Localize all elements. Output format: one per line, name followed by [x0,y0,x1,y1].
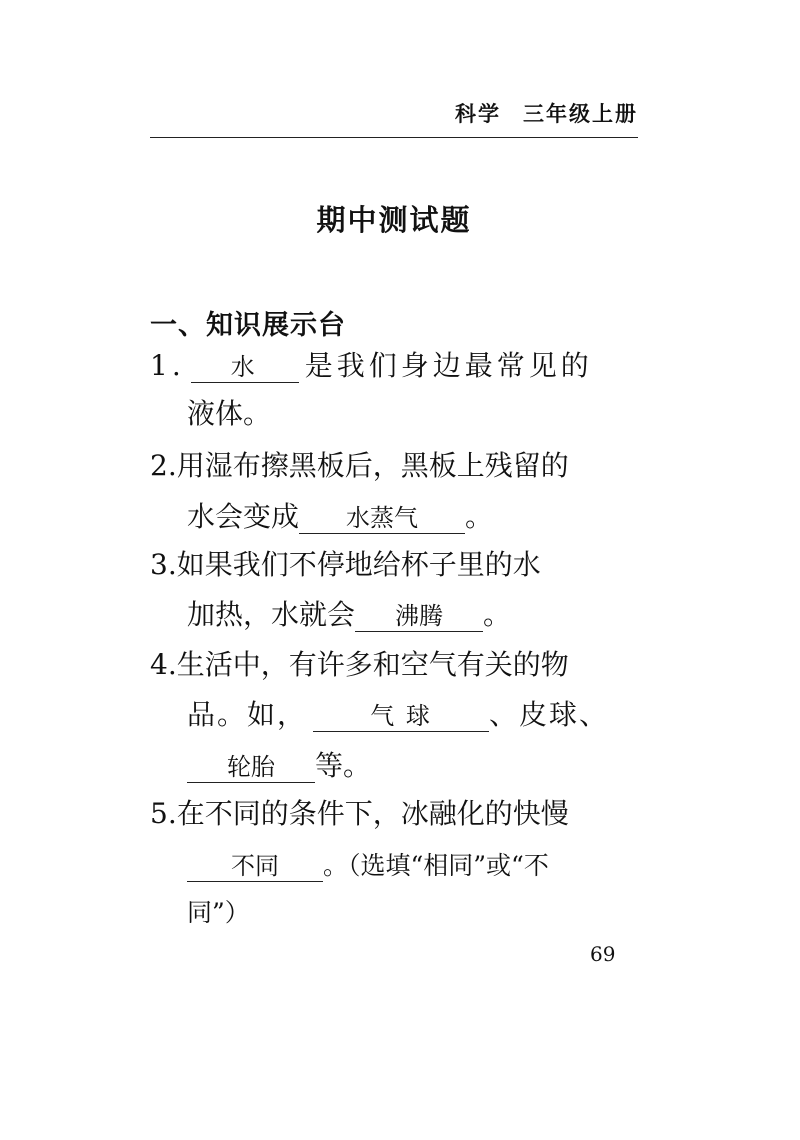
page-header [150,98,638,128]
question-2-line-1 [150,449,569,482]
question-5-text: 在不同的条件下，冰融化的快慢 [176,797,569,830]
question-4-end: 等。 [315,749,372,782]
header-rule [150,137,638,138]
question-3-line-2 [187,598,512,632]
page-title: 期中测试题 [316,203,472,237]
question-1-answer: 水 [191,352,299,383]
section-heading: 一、知识展示台 [150,310,346,341]
question-5-answer: 不同 [187,851,323,882]
question-2-text-2: 水会变成 [187,500,300,533]
question-4-line-3 [187,749,372,783]
question-3-end: 。 [483,598,512,631]
question-4-mid: 、皮球、 [489,698,610,731]
question-2-text: 用湿布擦黑板后，黑板上残留的 [176,449,569,482]
question-1-line-1 [150,349,593,383]
header-grade: 三年级上册 [523,102,638,126]
question-4-number: 4. [150,648,177,681]
question-4-text: 生活中，有许多和空气有关的物 [176,648,569,681]
question-4-line-1 [150,648,569,681]
question-3-line-1 [150,548,541,581]
question-4-answer-2: 轮胎 [187,752,315,783]
question-3-text-2: 加热，水就会 [187,598,356,631]
question-5-line-2 [187,851,549,882]
question-2-end: 。 [465,500,494,533]
question-5-number: 5. [150,797,177,830]
question-1-line-2: 液体。 [187,397,272,430]
question-3-number: 3. [150,548,177,581]
question-1-number: 1. [150,349,185,382]
question-4-answer-1: 气 球 [313,701,489,732]
question-2-line-2 [187,500,494,534]
question-2-answer: 水蒸气 [299,503,465,534]
question-4-text-2: 品。如， [187,698,308,731]
page-number: 69 [590,942,616,966]
question-3-answer: 沸腾 [355,601,483,632]
question-5-line-1 [150,797,569,830]
question-5-text-2: 。（选填“相同”或“不 [323,851,549,880]
question-4-line-2 [187,698,610,732]
question-1-text: 是我们身边最常见的 [304,349,593,382]
question-5-line-3: 同”） [187,898,250,927]
question-3-text: 如果我们不停地给杯子里的水 [176,548,541,581]
question-2-number: 2. [150,449,177,482]
header-subject: 科学 [455,102,501,126]
